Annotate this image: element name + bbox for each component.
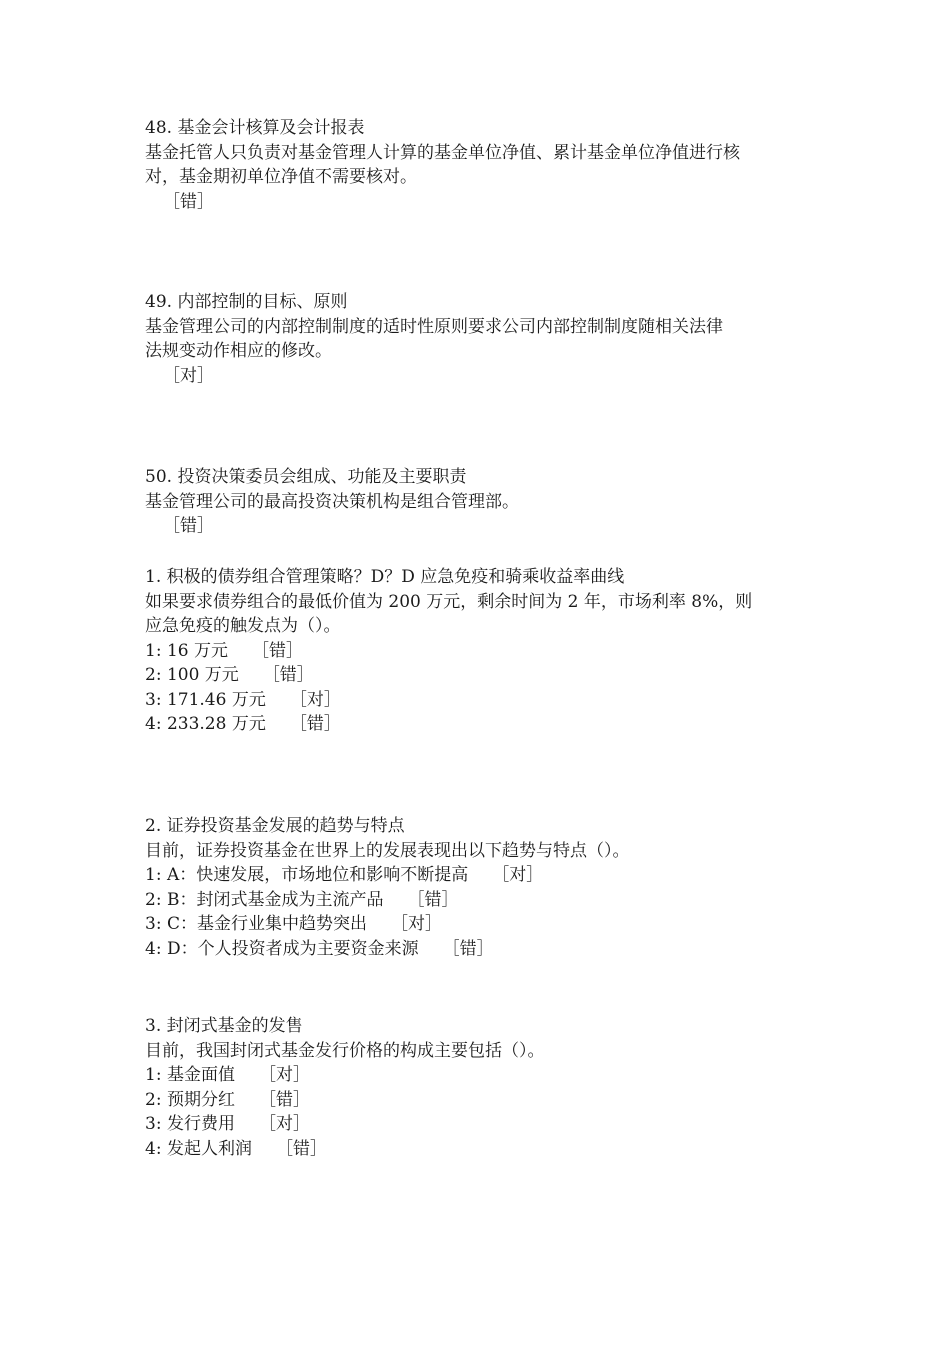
question-1	[145, 565, 825, 737]
question-title: 1. 积极的债券组合管理策略？D？D 应急免疫和骑乘收益率曲线	[145, 567, 625, 587]
question-text-line: 对，基金期初单位净值不需要核对。	[145, 167, 417, 187]
question-title: 48. 基金会计核算及会计报表	[145, 118, 365, 138]
question-text-line: 基金管理公司的最高投资决策机构是组合管理部。	[145, 491, 519, 512]
answer-mark: ［对］	[163, 365, 214, 386]
option-text: 4: 233.28 万元	[145, 714, 266, 734]
question-text-line: 目前，证券投资基金在世界上的发展表现出以下趋势与特点（）。	[145, 840, 630, 861]
option-item	[145, 712, 825, 737]
option-text: 3: 171.46 万元	[145, 689, 266, 710]
option-text: 4: 发起人利润	[145, 1138, 252, 1159]
option-text: 1: A：快速发展，市场地位和影响不断提高	[145, 865, 469, 885]
question-title: 3. 封闭式基金的发售	[145, 1016, 303, 1036]
option-mark: ［错］	[275, 1138, 327, 1159]
option-text: 3: 发行费用	[145, 1114, 235, 1134]
option-mark: ［对］	[258, 1065, 310, 1085]
question-text-line: 如果要求债券组合的最低价值为 200 万元，剩余时间为 2 年，市场利率 8%，则	[145, 591, 753, 612]
option-mark: ［对］	[289, 689, 341, 710]
option-text: 2: 预期分红	[145, 1089, 235, 1110]
option-mark: ［错］	[262, 665, 314, 685]
option-item	[145, 912, 825, 937]
option-text: 3: C：基金行业集中趋势突出	[145, 914, 367, 934]
option-item	[145, 937, 825, 962]
option-mark: ［对］	[258, 1114, 310, 1134]
option-item	[145, 1088, 825, 1113]
option-mark: ［错］	[289, 714, 341, 734]
option-mark: ［错］	[407, 889, 459, 910]
question-text-line: 基金托管人只负责对基金管理人计算的基金单位净值、累计基金单位净值进行核	[145, 142, 740, 163]
option-mark: ［错］	[442, 938, 494, 959]
option-mark: ［对］	[390, 914, 442, 934]
option-item	[145, 1063, 825, 1088]
option-item	[145, 863, 825, 888]
option-text: 2: 100 万元	[145, 665, 239, 685]
option-item	[145, 1137, 825, 1162]
question-text-line: 基金管理公司的内部控制制度的适时性原则要求公司内部控制制度随相关法律	[145, 316, 723, 337]
question-text-line: 应急免疫的触发点为（）。	[145, 616, 341, 636]
option-text: 1: 16 万元	[145, 640, 228, 661]
question-50	[145, 465, 825, 539]
option-mark: ［对］	[492, 865, 544, 885]
question-3	[145, 1014, 825, 1161]
question-title: 2. 证券投资基金发展的趋势与特点	[145, 816, 405, 836]
option-item	[145, 639, 825, 664]
question-48	[145, 116, 825, 214]
option-item	[145, 1112, 825, 1137]
answer-mark: ［错］	[163, 516, 214, 536]
question-49	[145, 290, 825, 388]
option-mark: ［错］	[251, 640, 303, 661]
question-title: 49. 内部控制的目标、原则	[145, 292, 348, 312]
option-item	[145, 688, 825, 713]
question-title: 50. 投资决策委员会组成、功能及主要职责	[145, 467, 467, 487]
option-mark: ［错］	[258, 1089, 310, 1110]
option-text: 2: B：封闭式基金成为主流产品	[145, 889, 384, 910]
option-item	[145, 888, 825, 913]
option-text: 1: 基金面值	[145, 1065, 235, 1085]
answer-mark: ［错］	[163, 191, 214, 212]
question-text-line: 目前，我国封闭式基金发行价格的构成主要包括（）。	[145, 1040, 545, 1061]
question-text-line: 法规变动作相应的修改。	[145, 341, 332, 361]
question-2	[145, 814, 825, 961]
option-item	[145, 663, 825, 688]
option-text: 4: D：个人投资者成为主要资金来源	[145, 938, 419, 959]
